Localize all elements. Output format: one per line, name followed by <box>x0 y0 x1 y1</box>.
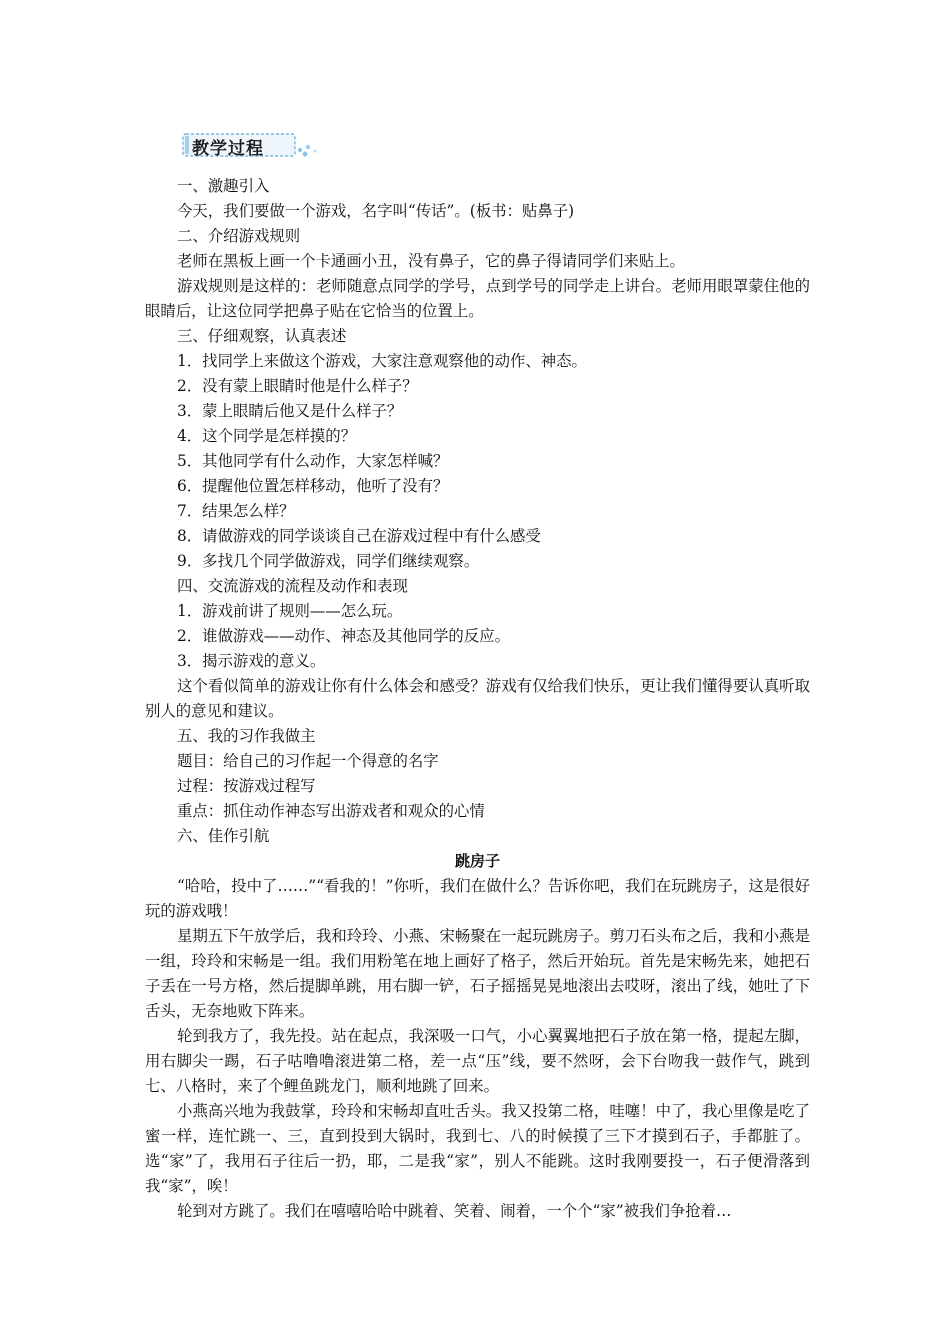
essay-paragraph: 轮到对方跳了。我们在嘻嘻哈哈中跳着、笑着、闹着，一个个“家”被我们争抢着… <box>177 1202 732 1220</box>
essay-body <box>145 874 810 1224</box>
section-heading-5: 五、我的习作我做主 <box>177 727 316 745</box>
list-item: 2．谁做游戏——动作、神态及其他同学的反应。 <box>177 627 510 645</box>
paragraph: 今天，我们要做一个游戏，名字叫“传话”。(板书：贴鼻子) <box>177 202 575 220</box>
section-heading-4: 四、交流游戏的流程及动作和表现 <box>177 577 408 595</box>
essay-title: 跳房子 <box>454 852 500 870</box>
paragraph: 游戏规则是这样的：老师随意点同学的学号，点到学号的同学走上讲台。老师用眼罩蒙住他的眼睛后，让这位同学把鼻子贴在它恰当的位置上。 <box>145 277 810 320</box>
list-item: 2．没有蒙上眼睛时他是什么样子？ <box>177 377 418 395</box>
essay-paragraph: 轮到我方了，我先投。站在起点，我深吸一口气，小心翼翼地把石子放在第一格，提起左脚，用右脚尖一踢，石子咕噜噜滚进第二格，差一点“压”线，要不然呀，会下台吻我一鼓作气，跳到七、八格时，来了个鲤鱼跳龙门，顺利地跳了回来。 <box>145 1027 810 1095</box>
list-item: 6．提醒他位置怎样移动，他听了没有？ <box>177 477 449 495</box>
list-item: 4．这个同学是怎样摸的？ <box>177 427 357 445</box>
section-heading-6: 六、佳作引航 <box>177 827 270 845</box>
section-title-banner <box>182 132 322 160</box>
section-heading-1: 一、激趣引入 <box>177 177 270 195</box>
paragraph: 这个看似简单的游戏让你有什么体会和感受？游戏有仅给我们快乐，更让我们懂得要认真听取别人的意见和建议。 <box>145 677 810 720</box>
section-heading-3: 三、仔细观察，认真表述 <box>177 327 347 345</box>
essay-paragraph: “哈哈，投中了……”“看我的！”你听，我们在做什么？告诉你吧，我们在玩跳房子，这是很好玩的游戏哦！ <box>145 877 810 920</box>
list-item: 9．多找几个同学做游戏，同学们继续观察。 <box>177 552 480 570</box>
list-item: 5．其他同学有什么动作，大家怎样喊？ <box>177 452 449 470</box>
list-item: 3．揭示游戏的意义。 <box>177 652 326 670</box>
list-item: 1．找同学上来做这个游戏，大家注意观察他的动作、神态。 <box>177 352 587 370</box>
list-item: 3．蒙上眼睛后他又是什么样子？ <box>177 402 403 420</box>
list-item: 重点：抓住动作神态写出游戏者和观众的心情 <box>177 802 485 820</box>
essay-paragraph: 星期五下午放学后，我和玲玲、小燕、宋畅聚在一起玩跳房子。剪刀石头布之后，我和小燕是一组，玲玲和宋畅是一组。我们用粉笔在地上画好了格子，然后开始玩。首先是宋畅先来，她把石子丢在一号方格，然后提脚单跳，用右脚一铲，石子摇摇晃晃地滚出去哎呀，滚出了线，她吐了下舌头，无奈地败下阵来。 <box>145 927 810 1020</box>
list-item: 过程：按游戏过程写 <box>177 777 316 795</box>
list-item: 8．请做游戏的同学谈谈自己在游戏过程中有什么感受 <box>177 527 541 545</box>
paragraph: 老师在黑板上画一个卡通画小丑，没有鼻子，它的鼻子得请同学们来贴上。 <box>177 252 685 270</box>
list-item: 1．游戏前讲了规则——怎么玩。 <box>177 602 403 620</box>
lesson-content <box>145 174 810 1224</box>
list-item: 7．结果怎么样？ <box>177 502 295 520</box>
section-title: 教学过程 <box>192 139 264 159</box>
list-item: 题目：给自己的习作起一个得意的名字 <box>177 752 439 770</box>
section-heading-2: 二、介绍游戏规则 <box>177 227 301 245</box>
essay-paragraph: 小燕高兴地为我鼓掌，玲玲和宋畅却直吐舌头。我又投第二格，哇噻！中了，我心里像是吃了蜜一样，连忙跳一、三，直到投到大锅时，我到七、八的时候摸了三下才摸到石子，手都脏了。选“家”了，我用石子往后一扔，耶，二是我“家”，别人不能跳。这时我刚要投一，石子便滑落到我“家”，唉！ <box>145 1102 810 1195</box>
